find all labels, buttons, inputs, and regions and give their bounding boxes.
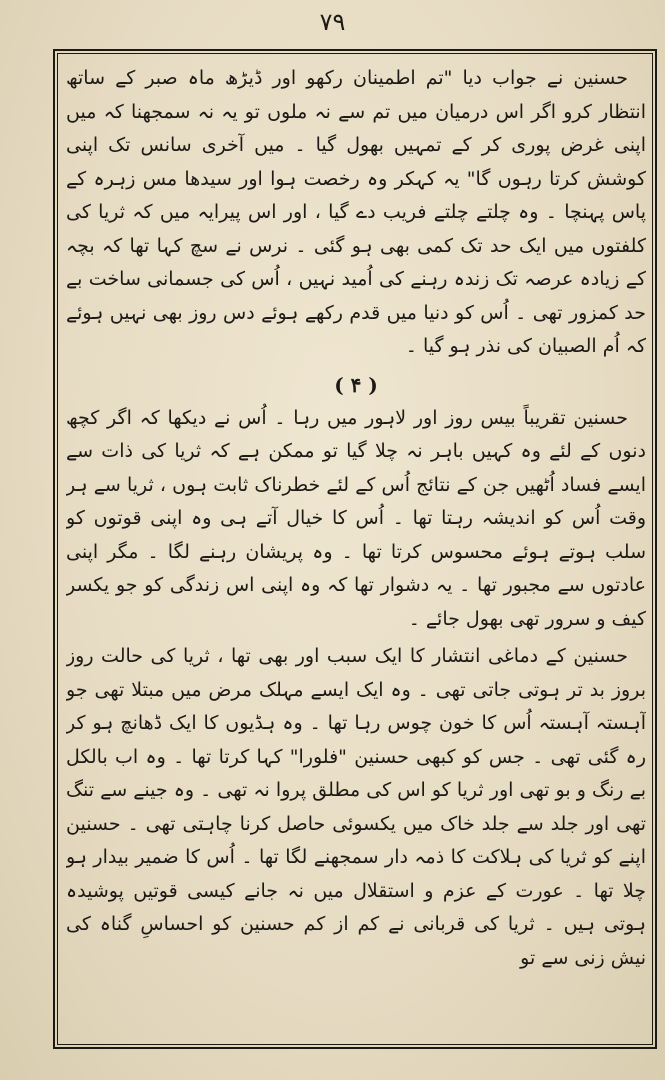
paragraph-2: حسنین تقریباً بیس روز اور لاہور میں رہا ۔ اُس نے دیکھا کہ اگر کچھ دنوں کے لئے وہ کہیں باہر نہ چلا گیا تو ممکن ہے کہ ثریا کی ذات سے ایسے فساد اُٹھیں جن کے نتائج اُس کے لئے خطرناک ثابت ہوں ، ثریا سے ہر وقت اُس کو اندیشہ رہتا تھا ۔ اُس کا خیال آتے ہی وہ اپنی قوتوں کو سلب ہوتے ہوئے محسوس کرتا تھا ۔ وہ پریشان رہنے لگا ۔ مگر اپنی عادتوں سے مجبور تھا ۔ یہ دشوار تھا کہ وہ اپنی اس زندگی کو جو یکسر کیف و سرور تھی بھول جائے ۔ (66, 406, 646, 630)
page-number: ۷۹ (319, 8, 346, 36)
paragraph-3: حسنین کے دماغی انتشار کا ایک سبب اور بھی تھا ، ثریا کی حالت روز بروز بد تر ہوتی جاتی تھی ۔ وہ ایک ایسے مہلک مرض میں مبتلا تھی جو آہستہ آہستہ اُس کا خون چوس رہا تھا ۔ وہ ہڈیوں کا ایک ڈھانچ ہو کر رہ گئی تھی ۔ جس کو کبھی حسنین "فلورا" کہا کرتا تھا ۔ وہ اب بالکل بے رنگ و بو تھی اور ثریا کو اس کی مطلق پروا نہ تھی ۔ وہ جینے سے تنگ تھی اور جلد سے جلد خاک میں یکسوئی حاصل کرنا چاہتی تھی ۔ حسنین اپنے کو ثریا کی ہلاکت کا ذمہ دار سمجھنے لگا تھا ۔ اُس کا ضمیر بیدار ہو چلا تھا ۔ عورت کے عزم و استقلال میں نہ جانے کیسی قوتیں پوشیدہ ہوتی ہیں ۔ ثریا کی قربانی نے کم از کم حسنین کو احساسِ گناہ کی نیش زنی سے تو (66, 645, 646, 969)
paragraph-1: حسنین نے جواب دیا "تم اطمینان رکھو اور ڈیڑھ ماہ صبر کے ساتھ انتظار کرو اگر اس درمیان میں تم سے نہ ملوں تو یہ نہ سمجھنا کہ میں اپنی غرض پوری کر کے تمہیں بھول گیا ۔ میں آخری سانس تک اپنی کوشش کرتا رہوں گا" یہ کہکر وہ رخصت ہوا اور سیدھا مس زہرہ کے پاس پہنچا ۔ وہ چلتے چلتے فریب دے گیا ، اور اس پیرایہ میں کہ ثریا کی کلفتوں میں ایک حد تک کمی بھی ہو گئی ۔ نرس نے سچ کہا تھا کہ بچہ کے زیادہ عرصہ تک زندہ رہنے کی اُمید نہیں ، اُس کی جسمانی ساخت بے حد کمزور تھی ۔ اُس کو دنیا میں قدم رکھے ہوئے دس روز بھی نہیں ہوئے کہ اُم الصبیان کی نذر ہو گیا ۔ (66, 67, 646, 357)
page-text (66, 62, 646, 1040)
section-marker: ( ۴ ) (334, 372, 378, 397)
